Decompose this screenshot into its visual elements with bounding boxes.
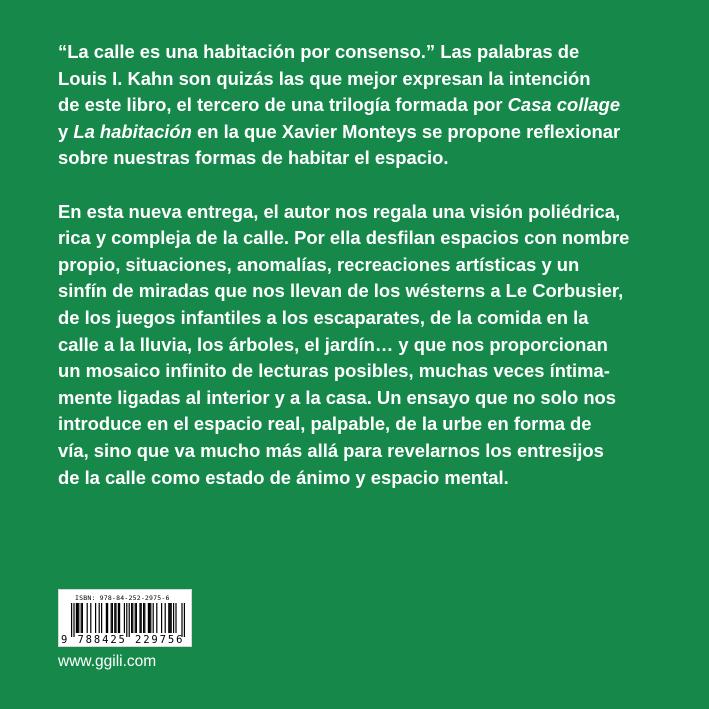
text-line: introduce en el espacio real, palpable, de la urbe en forma de <box>58 413 592 435</box>
barcode-bar <box>153 603 154 633</box>
barcode-bar <box>129 603 130 637</box>
barcode-bar <box>90 603 91 633</box>
barcode-bar <box>136 603 137 633</box>
barcode-bar <box>181 603 182 637</box>
barcode-bar <box>165 603 166 633</box>
barcode-bar <box>175 603 176 633</box>
barcode-bar <box>131 603 132 633</box>
book-title-casa-collage: Casa collage <box>507 94 621 116</box>
barcode-bar <box>168 603 169 633</box>
back-cover-text <box>58 39 668 491</box>
barcode-bar <box>141 603 142 633</box>
barcode-bar <box>169 603 170 633</box>
barcode-bar <box>139 603 140 633</box>
barcode-bar <box>144 603 145 633</box>
barcode-bar <box>149 603 150 633</box>
barcode-bar <box>106 603 107 633</box>
text-line: vía, sino que va mucho más allá para revelarnos los entresijos <box>58 439 604 461</box>
text-line <box>58 92 668 119</box>
barcode-bar <box>71 603 72 637</box>
publisher-website: www.ggili.com <box>58 653 157 670</box>
barcode-bar <box>78 603 79 633</box>
text-line: propio, situaciones, anomalías, recreaciones artísticas y un <box>58 253 580 275</box>
barcode-bar <box>124 603 125 633</box>
barcode-bar <box>76 603 77 633</box>
barcode-bar <box>73 603 74 637</box>
text-line: mente ligadas al interior y a la casa. Un ensayo que no solo nos <box>58 386 617 408</box>
barcode-bar <box>115 603 116 633</box>
barcode-bar <box>135 603 136 633</box>
barcode-bar <box>99 603 100 633</box>
barcode-bar <box>82 603 83 633</box>
barcode-bar <box>161 603 162 633</box>
paragraph-2 <box>58 199 668 492</box>
barcode-bar <box>111 603 112 633</box>
text-line: Louis I. Kahn son quizás las que mejor expresan la intención <box>58 67 591 89</box>
text-line: calle a la lluvia, los árboles, el jardín… y que nos proporcionan <box>58 333 608 355</box>
text-segment: en la que Xavier Monteys se propone reflexionar <box>191 120 621 142</box>
ean-digits: 9 788425 229756 <box>61 634 185 646</box>
barcode-bar <box>132 603 133 633</box>
text-line: “La calle es una habitación por consenso.” Las palabras de <box>58 41 580 62</box>
text-line: sinfín de miradas que nos llevan de los wésterns a Le Corbusier, <box>58 280 624 302</box>
barcode-bar <box>118 603 119 633</box>
barcode-bar <box>95 603 96 633</box>
barcode-bar <box>119 603 120 633</box>
barcode-bar <box>112 603 113 633</box>
barcode-bar <box>143 603 144 633</box>
barcode-bar <box>173 603 174 633</box>
text-line: un mosaico infinito de lecturas posibles, muchas veces íntima- <box>58 360 610 382</box>
barcode-bar <box>77 603 78 633</box>
isbn-barcode <box>58 589 192 647</box>
barcode-bar <box>101 603 102 633</box>
text-line <box>58 119 668 146</box>
text-segment: y <box>58 120 74 142</box>
barcode-bar <box>126 603 127 637</box>
barcode-bar <box>114 603 115 633</box>
barcode-bar <box>184 603 185 637</box>
barcode-bar <box>150 603 151 633</box>
text-line: rica y compleja de la calle. Por ella desfilan espacios con nombre <box>58 227 630 249</box>
barcode-bar <box>156 603 157 633</box>
paragraph-1 <box>58 39 668 172</box>
barcode-bar <box>171 603 172 633</box>
book-title-la-habitacion: La habitación <box>73 120 192 142</box>
text-line: sobre nuestras formas de habitar el espacio. <box>58 147 449 169</box>
paragraph-gap <box>58 172 668 199</box>
barcode-bar <box>87 603 88 633</box>
text-line: En esta nueva entrega, el autor nos regala una visión poliédrica, <box>58 200 621 222</box>
barcode-bar <box>107 603 108 633</box>
isbn-label: ISBN: 978-84-252-2975-6 <box>75 594 170 602</box>
barcode-bar <box>148 603 149 633</box>
text-segment: de este libro, el tercero de una trilogía formada por <box>58 94 508 116</box>
text-line: de la calle como estado de ánimo y espacio mental. <box>58 466 509 488</box>
barcode-bar <box>81 603 82 633</box>
text-line: de los juegos infantiles a los escaparates, de la comida en la <box>58 306 589 328</box>
